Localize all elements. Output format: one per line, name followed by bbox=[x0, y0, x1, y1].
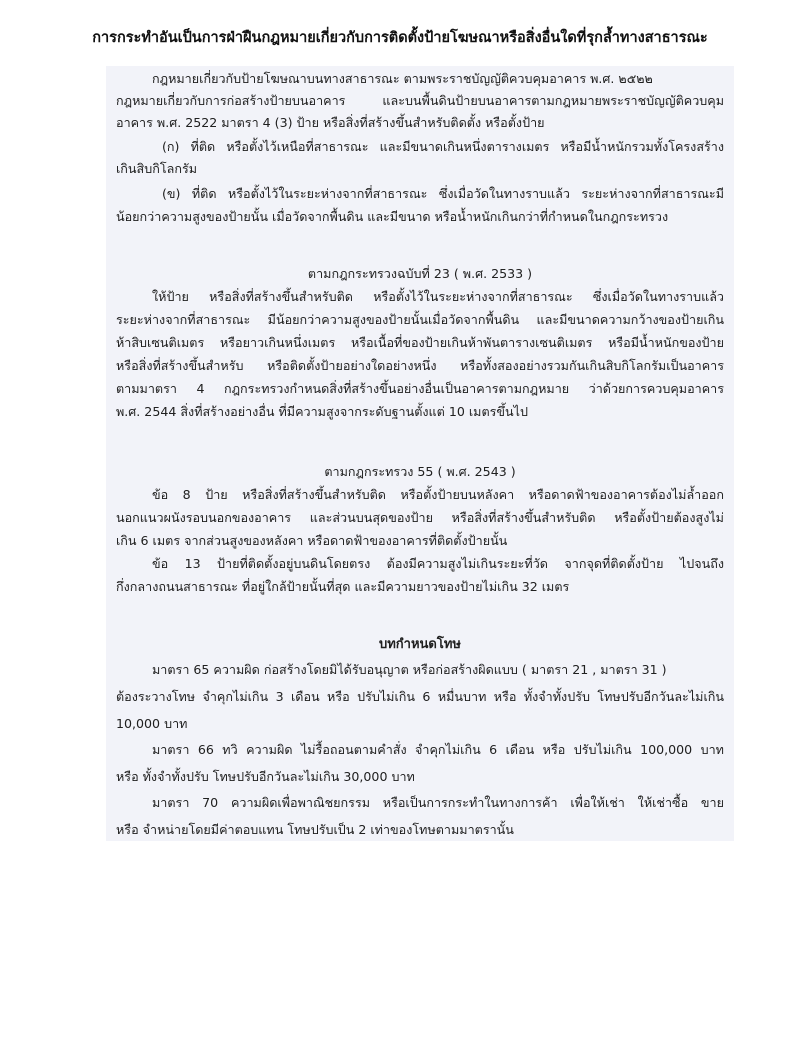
paragraph-line: นอกแนวผนังรอบนอกของอาคาร และส่วนบนสุดของป้าย หรือสิ่งที่สร้างขึ้นสำหรับติด หรือตั้งป้ายต้องสูงไม่ bbox=[116, 510, 724, 525]
paragraph-line: กึ่งกลางถนนสาธารณะ ที่อยู่ใกล้ป้ายนั้นที่สุด และมีความยาวของป้ายไม่เกิน 32 เมตร bbox=[116, 579, 570, 594]
paragraph-line: มาตรา 66 ทวิ ความผิด ไม่รื้อถอนตามคำสั่ง จำคุกไม่เกิน 6 เดือน หรือ ปรับไม่เกิน 100,000 บาท bbox=[152, 742, 724, 757]
paragraph-line: มาตรา 65 ความผิด ก่อสร้างโดยมิได้รับอนุญาต หรือก่อสร้างผิดแบบ ( มาตรา 21 , มาตรา 31 ) bbox=[152, 662, 667, 677]
paragraph-line: ตามมาตรา 4 กฎกระทรวงกำหนดสิ่งที่สร้างขึ้นอย่างอื่นเป็นอาคารตามกฎหมาย ว่าด้วยการควบคุมอาคาร bbox=[116, 381, 724, 396]
page-title: การกระทำอันเป็นการฝ่าฝืนกฎหมายเกี่ยวกับการติดตั้งป้ายโฆษณาหรือสิ่งอื่นใดที่รุกล้ำทางสาธารณะ bbox=[92, 30, 708, 46]
paragraph-line: ต้องระวางโทษ จำคุกไม่เกิน 3 เดือน หรือ ปรับไม่เกิน 6 หมื่นบาท หรือ ทั้งจำทั้งปรับ โทษปรับอีกวันละไม่เกิน bbox=[116, 689, 724, 704]
paragraph-line: (ข) ที่ติด หรือตั้งไว้ในระยะห่างจากที่สาธารณะ ซึ่งเมื่อวัดในทางราบแล้ว ระยะห่างจากที่สาธารณะมี bbox=[162, 186, 724, 201]
paragraph-line: หรือ จำหน่ายโดยมีค่าตอบแทน โทษปรับเป็น 2 เท่าของโทษตามมาตรานั้น bbox=[116, 822, 514, 837]
paragraph-line: (ก) ที่ติด หรือตั้งไว้เหนือที่สาธารณะ และมีขนาดเกินหนึ่งตารางเมตร หรือมีน้ำหนักรวมทั้งโครงสร้าง bbox=[162, 139, 724, 154]
paragraph-line: กฎหมายเกี่ยวกับการก่อสร้างป้ายบนอาคาร และบนพื้นดินป้ายบนอาคารตามกฎหมายพระราชบัญญัติควบคุม bbox=[116, 93, 724, 108]
paragraph-line: เกินสิบกิโลกรัม bbox=[116, 161, 198, 176]
paragraph-line: เกิน 6 เมตร จากส่วนสูงของหลังคา หรือดาดฟ้าของอาคารที่ติดตั้งป้ายนั้น bbox=[116, 533, 508, 548]
paragraph-line: อาคาร พ.ศ. 2522 มาตรา 4 (3) ป้าย หรือสิ่งที่สร้างขึ้นสำหรับติดตั้ง หรือตั้งป้าย bbox=[116, 115, 545, 130]
paragraph-line: พ.ศ. 2544 สิ่งที่สร้างอย่างอื่น ที่มีความสูงจากระดับฐานตั้งแต่ 10 เมตรขึ้นไป bbox=[116, 404, 528, 419]
section-heading: ตามกฎกระทรวงฉบับที่ 23 ( พ.ศ. 2533 ) bbox=[307, 266, 533, 281]
paragraph-line: ห้าสิบเซนติเมตร หรือยาวเกินหนึ่งเมตร หรือเนื้อที่ของป้ายเกินห้าพันตารางเซนติเมตร หรือมีน้ำหนักของป้าย bbox=[116, 335, 724, 350]
paragraph-line: ข้อ 8 ป้าย หรือสิ่งที่สร้างขึ้นสำหรับติด หรือตั้งป้ายบนหลังคา หรือดาดฟ้าของอาคารต้องไม่ล้ำออก bbox=[152, 487, 724, 502]
paragraph-line: หรือ ทั้งจำทั้งปรับ โทษปรับอีกวันละไม่เกิน 30,000 บาท bbox=[116, 769, 415, 784]
paragraph-line: น้อยกว่าความสูงของป้ายนั้น เมื่อวัดจากพื้นดิน และมีขนาด หรือน้ำหนักเกินกว่าที่กำหนดในกฎกระทรวง bbox=[116, 209, 669, 224]
paragraph-line: กฎหมายเกี่ยวกับป้ายโฆษณาบนทางสาธารณะ ตามพระราชบัญญัติควบคุมอาคาร พ.ศ. ๒๕๒๒ bbox=[152, 71, 653, 86]
section-heading: ตามกฎกระทรวง 55 ( พ.ศ. 2543 ) bbox=[324, 464, 516, 479]
paragraph-line: ระยะห่างจากที่สาธารณะ มีน้อยกว่าความสูงของป้ายนั้นเมื่อวัดจากพื้นดิน และมีขนาดความกว้างของป้ายเกิน bbox=[116, 312, 724, 327]
paragraph-line: มาตรา 70 ความผิดเพื่อพาณิชยกรรม หรือเป็นการกระทำในทางการค้า เพื่อให้เช่า ให้เช่าซื้อ ขาย bbox=[152, 795, 724, 810]
paragraph-line: หรือสิ่งที่สร้างขึ้นสำหรับ หรือติดตั้งป้ายอย่างใดอย่างหนึ่ง หรือทั้งสองอย่างรวมกันเกินสิบกิโลกรัมเป็นอาคาร bbox=[116, 358, 724, 373]
paragraph-line: ข้อ 13 ป้ายที่ติดตั้งอยู่บนดินโดยตรง ต้องมีความสูงไม่เกินระยะที่วัด จากจุดที่ติดตั้งป้าย ไปจนถึง bbox=[152, 556, 724, 571]
paragraph-line: 10,000 บาท bbox=[116, 716, 188, 731]
content-panel bbox=[106, 66, 734, 841]
paragraph-line: ให้ป้าย หรือสิ่งที่สร้างขึ้นสำหรับติด หรือตั้งไว้ในระยะห่างจากที่สาธารณะ ซึ่งเมื่อวัดในทางราบแล้ว bbox=[152, 289, 724, 304]
section-heading: บทกำหนดโทษ bbox=[378, 637, 461, 652]
